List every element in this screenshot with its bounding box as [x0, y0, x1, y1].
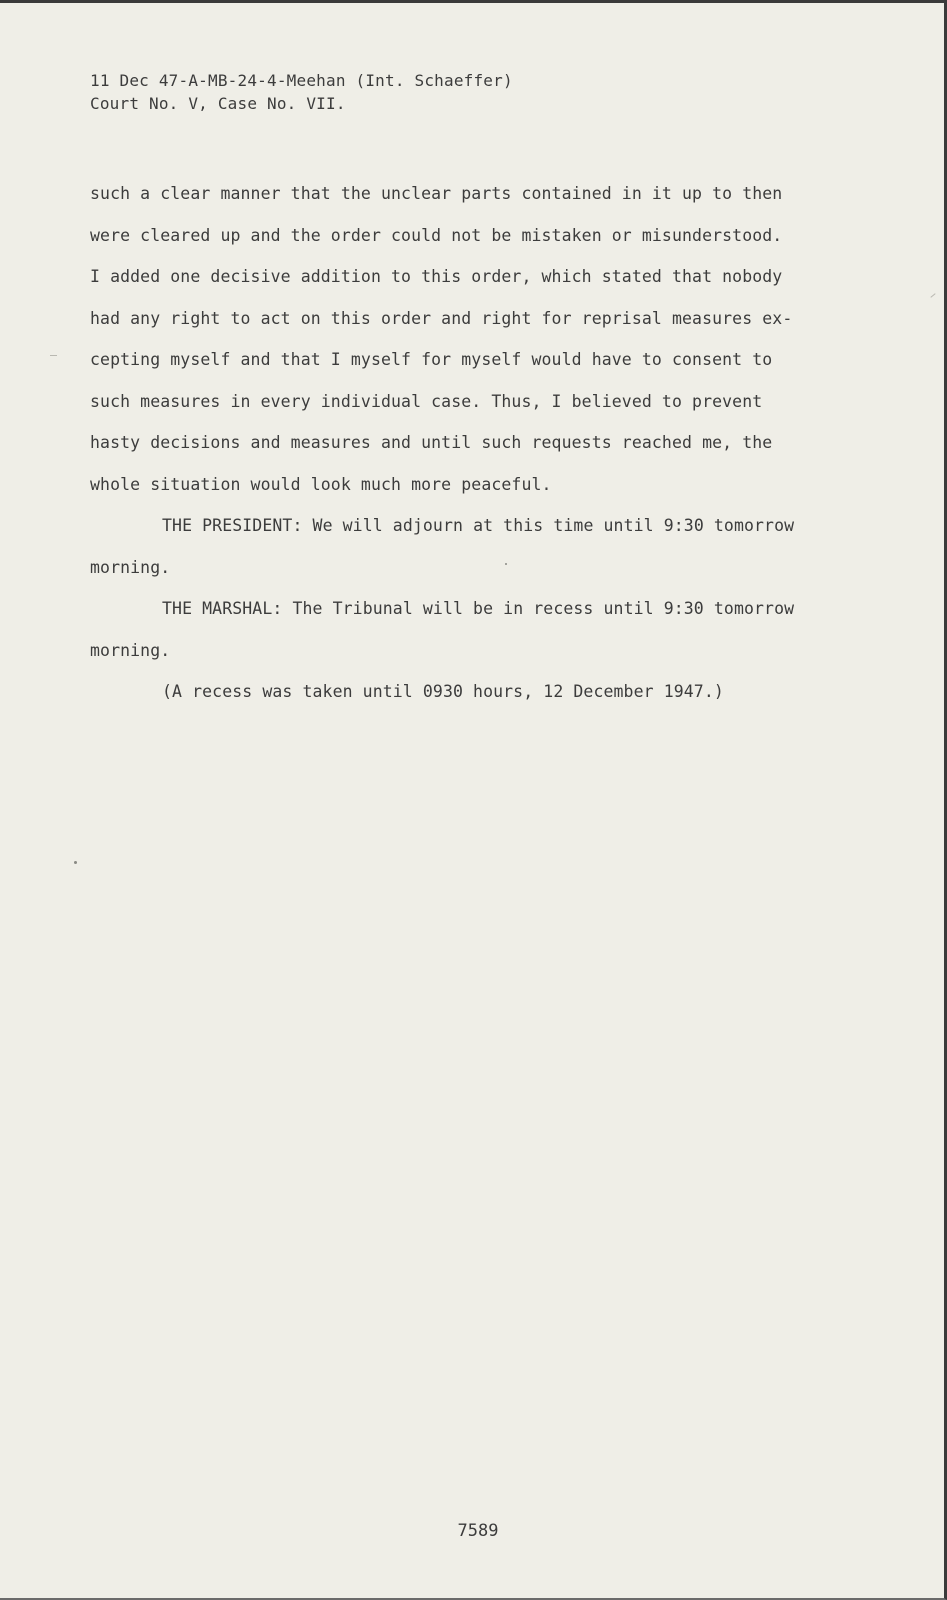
- marshal-text-line2: morning.: [90, 640, 171, 660]
- body-line: had any right to act on this order and right for reprisal measures ex-: [90, 308, 793, 328]
- paper-speck: [74, 861, 77, 864]
- transcript-body: [90, 173, 830, 713]
- body-line: cepting myself and that I myself for myself would have to consent to: [90, 350, 773, 369]
- marshal-statement: [90, 588, 830, 630]
- marshal-text-line1: The Tribunal will be in recess until 9:30 tomorrow: [292, 599, 795, 618]
- page-number: 7589: [457, 1521, 499, 1541]
- header-court-line: Court No. V, Case No. VII.: [90, 94, 346, 113]
- president-text-line2: morning.: [90, 557, 171, 577]
- body-line: such measures in every individual case. Thus, I believed to prevent: [90, 391, 763, 411]
- president-text-line1: We will adjourn at this time until 9:30 tomorrow: [312, 516, 795, 535]
- president-statement: [90, 505, 830, 547]
- header-reference-line: 11 Dec 47-A-MB-24-4-Meehan (Int. Schaeffer): [90, 71, 513, 90]
- transcript-header: [90, 69, 513, 115]
- paper-mark: [930, 293, 935, 298]
- recess-note: (A recess was taken until 0930 hours, 12 December 1947.): [162, 682, 724, 701]
- body-line: hasty decisions and measures and until such requests reached me, the: [90, 433, 773, 452]
- speaker-president: THE PRESIDENT:: [162, 516, 303, 535]
- body-line: such a clear manner that the unclear parts contained in it up to then: [90, 184, 783, 203]
- paper-speck: [505, 563, 507, 565]
- body-line: I added one decisive addition to this order, which stated that nobody: [90, 267, 783, 286]
- paper-mark: [50, 355, 57, 356]
- body-line: whole situation would look much more peaceful.: [90, 474, 552, 494]
- body-line: were cleared up and the order could not be mistaken or misunderstood.: [90, 225, 783, 245]
- speaker-marshal: THE MARSHAL:: [162, 599, 283, 618]
